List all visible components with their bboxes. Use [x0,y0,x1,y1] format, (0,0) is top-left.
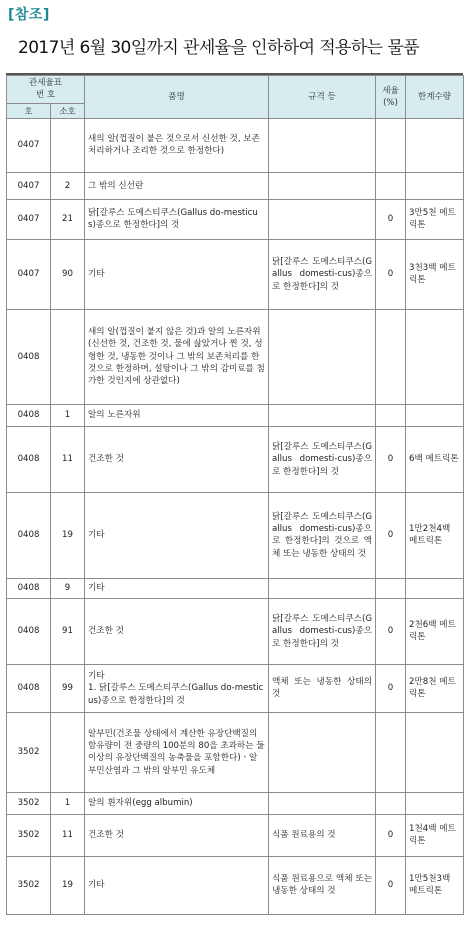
table-row [7,578,464,598]
cell-spec: 닭[갈루스 도메스티쿠스(Gallus domesti-cus)종으로 한정한다]의 것 [269,598,376,664]
cell-rate [376,118,406,172]
cell-rate [376,792,406,814]
cell-soho: 1 [51,792,85,814]
cell-soho: 21 [51,199,85,239]
cell-ho: 0408 [7,404,51,426]
cell-item: 닭[갈루스 도메스티쿠스(Gallus do-mesticus)종으로 한정한다]의 것 [85,199,269,239]
cell-soho: 11 [51,426,85,492]
cell-soho: 19 [51,856,85,914]
cell-soho [51,309,85,404]
cell-soho: 91 [51,598,85,664]
cell-rate [376,712,406,792]
cell-item: 새의 알(껍질이 붙지 않은 것)과 알의 노른자위(신선한 것, 건조한 것, 물에 삶았거나 찐 것, 성형한 것, 냉동한 것이나 그 밖의 보존처리를 한 것으로 한정하며, 설탕이나 그 밖의 감미료를 첨가한 것인지에 상관없다) [85,309,269,404]
cell-limit [406,792,464,814]
header-tariff-number: 관세율표 번 호 [7,76,85,104]
header-spec: 규격 등 [269,76,376,119]
table-row [7,492,464,578]
cell-limit [406,404,464,426]
cell-soho: 2 [51,172,85,199]
header-item: 품명 [85,76,269,119]
cell-item: 새의 알(껍질이 붙은 것으로서 신선한 것, 보존처리하거나 조리한 것으로 한정한다) [85,118,269,172]
cell-limit: 1만2천4백 메트릭톤 [406,492,464,578]
table-row [7,664,464,712]
cell-item: 건조한 것 [85,426,269,492]
cell-rate: 0 [376,814,406,856]
header-rate: 세율 (%) [376,76,406,119]
cell-ho: 0407 [7,199,51,239]
cell-item: 기타 [85,239,269,309]
table-row [7,856,464,914]
cell-rate: 0 [376,239,406,309]
table-row [7,814,464,856]
cell-item: 그 밖의 신선란 [85,172,269,199]
cell-ho: 0407 [7,118,51,172]
cell-limit [406,578,464,598]
cell-limit [406,712,464,792]
table-row [7,598,464,664]
cell-ho: 0408 [7,598,51,664]
cell-limit: 1만5천3백 메트릭톤 [406,856,464,914]
cell-item: 기타 [85,492,269,578]
header-limit: 한계수량 [406,76,464,119]
cell-spec: 식품 원료용으로 액체 또는 냉동한 상태의 것 [269,856,376,914]
cell-soho: 90 [51,239,85,309]
cell-rate [376,172,406,199]
cell-limit: 1천4백 메트릭톤 [406,814,464,856]
cell-limit [406,172,464,199]
table-row [7,309,464,404]
cell-rate: 0 [376,598,406,664]
cell-spec: 닭[갈루스 도메스티쿠스(Gallus domesti-cus)종으로 한정한다]의 것 [269,239,376,309]
cell-soho: 11 [51,814,85,856]
cell-limit: 6백 메트릭톤 [406,426,464,492]
cell-rate [376,404,406,426]
cell-soho: 19 [51,492,85,578]
cell-limit: 2만8천 메트릭톤 [406,664,464,712]
cell-spec [269,172,376,199]
cell-spec: 액체 또는 냉동한 상태의 것 [269,664,376,712]
cell-rate: 0 [376,426,406,492]
cell-ho: 0407 [7,239,51,309]
cell-ho: 0408 [7,492,51,578]
cell-limit: 3만5천 메트릭톤 [406,199,464,239]
cell-soho: 99 [51,664,85,712]
cell-ho: 3502 [7,792,51,814]
cell-spec: 식품 원료용의 것 [269,814,376,856]
table-row [7,712,464,792]
cell-rate: 0 [376,856,406,914]
table-row [7,118,464,172]
cell-limit: 2천6백 메트릭톤 [406,598,464,664]
cell-rate [376,309,406,404]
cell-rate: 0 [376,492,406,578]
cell-soho [51,712,85,792]
cell-item: 기타 1. 닭[갈루스 도메스티쿠스(Gallus do-mesticus)종으로 한정한다]의 것 [85,664,269,712]
page-title: 2017년 6월 30일까지 관세율을 인하하여 적용하는 물품 [18,38,419,58]
cell-item: 건조한 것 [85,598,269,664]
cell-spec [269,712,376,792]
cell-soho: 1 [51,404,85,426]
cell-ho: 0408 [7,578,51,598]
cell-rate [376,578,406,598]
cell-spec: 닭[갈루스 도메스티쿠스(Gallus domesti-cus)종으로 한정한다]의 것으로 액체 또는 냉동한 상태의 것 [269,492,376,578]
cell-rate: 0 [376,199,406,239]
cell-ho: 0408 [7,309,51,404]
table-row [7,199,464,239]
reference-tag: [참조] [8,7,50,23]
cell-spec [269,792,376,814]
header-ho: 호 [7,103,51,118]
table-row [7,426,464,492]
cell-rate: 0 [376,664,406,712]
table-row [7,792,464,814]
cell-spec: 닭[갈루스 도메스티쿠스(Gallus domesti-cus)종으로 한정한다]의 것 [269,426,376,492]
cell-item: 기타 [85,578,269,598]
cell-limit [406,118,464,172]
cell-item: 건조한 것 [85,814,269,856]
cell-soho [51,118,85,172]
cell-spec [269,199,376,239]
cell-ho: 3502 [7,856,51,914]
cell-ho: 0407 [7,172,51,199]
cell-spec [269,404,376,426]
cell-ho: 3502 [7,712,51,792]
cell-ho: 0408 [7,664,51,712]
cell-limit [406,309,464,404]
cell-ho: 3502 [7,814,51,856]
cell-spec [269,578,376,598]
tariff-table [6,75,464,915]
cell-ho: 0408 [7,426,51,492]
cell-item: 기타 [85,856,269,914]
cell-item: 알의 흰자위(egg albumin) [85,792,269,814]
cell-spec [269,309,376,404]
cell-item: 알부민(건조물 상태에서 계산한 유장단백질의 함유량이 전 중량의 100분의 80을 초과하는 둘 이상의 유장단백질의 농축물을 포함한다)ㆍ알부민산염과 그 밖의 알부민 유도체 [85,712,269,792]
cell-item: 알의 노른자위 [85,404,269,426]
table-row [7,172,464,199]
table-row [7,404,464,426]
cell-spec [269,118,376,172]
table-row [7,239,464,309]
cell-soho: 9 [51,578,85,598]
header-soho: 소호 [51,103,85,118]
cell-limit: 3천3백 메트릭톤 [406,239,464,309]
